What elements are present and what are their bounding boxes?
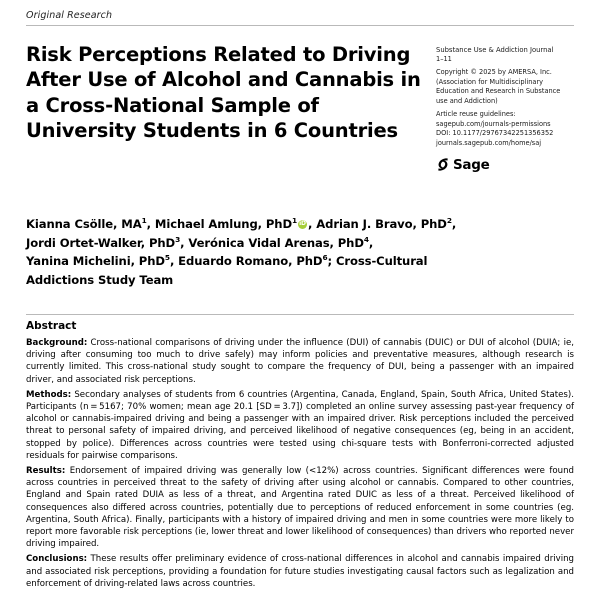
abstract-heading: Abstract — [26, 319, 77, 332]
running-head: Original Research — [26, 10, 113, 21]
author-name-amlung: , Michael Amlung, PhD — [146, 216, 292, 231]
abstract-label-methods: Methods: — [26, 389, 72, 400]
author-name-bravo: , Adrian J. Bravo, PhD — [308, 216, 447, 231]
copyright-notice: Copyright © 2025 by AMERSA, Inc. (Association for Multidisciplinary Education and Research in Substance use and Addiction) — [436, 67, 561, 106]
author-name-csolle: Kianna Csölle, MA — [26, 216, 142, 231]
author-affil-marker: 6 — [322, 253, 328, 263]
publisher-name: Sage — [453, 156, 490, 173]
journal-home-link[interactable]: journals.sagepub.com/home/saj — [436, 139, 542, 148]
doi-text[interactable]: DOI: 10.1177/29767342251356352 — [436, 129, 554, 138]
abstract-label-background: Background: — [26, 337, 88, 348]
abstract-section — [26, 314, 574, 590]
author-affil-marker: 4 — [363, 234, 369, 244]
author-name-michelini: Yanina Michelini, PhD — [26, 254, 165, 269]
title-column — [26, 42, 422, 143]
abstract-text-methods: Secondary analyses of students from 6 countries (Argentina, Canada, England, Spain, South Africa, United States). Participants (n = 5167; 70% women; mean age 20.1 [SD = 3.7]) completed an online survey assessing past-year frequency of alcohol or cannabis-impaired driving and being a passenger with an impaired driver. Risk perceptions included the perceived threat to personal safety of impaired driving, and perceived likelihood of negative consequences (eg, being in an accident, stopped by police). Differences across countries were tested using chi-square tests with Bonferroni-corrected adjusted residuals for pairwise comparisons. — [26, 389, 574, 461]
author-name-romano: , Eduardo Romano, PhD — [169, 254, 323, 269]
abstract-text-results: Endorsement of impaired driving was generally low (<12%) across countries. Significant differences were found across countries in perceived threat to the safety of driving after using alcohol or cannabis. Compared to other countries, England and Spain rated DUIA as less of a threat, and Argentina rated DUIC as less of a threat. Perceived likelihood of consequences also differed across countries, potentially due to perceptions of reduced enforcement in some countries (eg. Argentina, South Africa). Finally, participants with a history of impaired driving and men in some countries were more likely to report more favorable risk perceptions (ie, lower threat and lower likelihood of consequences) than drivers who reported never driving impaired. — [26, 465, 574, 550]
author-line-4: Addictions Study Team — [26, 273, 174, 288]
author-affil-marker: 1 — [141, 215, 147, 225]
author-name-ortet-walker: Jordi Ortet-Walker, PhD — [26, 235, 176, 250]
author-separator: , — [451, 216, 457, 231]
abstract-rule — [26, 314, 574, 315]
author-affil-marker: 2 — [446, 215, 452, 225]
journal-name: Substance Use & Addiction Journal — [436, 46, 554, 54]
page-title: Risk Perceptions Related to Driving After Use of Alcohol and Cannabis in a Cross-National Sample of University Students in 6 Countries — [26, 43, 421, 143]
author-line-2 — [26, 234, 574, 253]
orcid-icon[interactable] — [298, 220, 307, 229]
abstract-text-background: Cross-national comparisons of driving under the influence (DUI) of cannabis (DUIC) or DUI of alcohol (DUIA; ie, driving after consuming too much to drive safely) may inform policies and preventative measures, although research is currently limited. This cross-national study sought to compare the frequency of DUI, being a passenger with an impaired driver, and associated risk perceptions. — [26, 337, 574, 385]
author-affil-marker: 3 — [175, 234, 181, 244]
abstract-label-results: Results: — [26, 465, 66, 476]
author-affil-marker: 1 — [291, 215, 298, 225]
publisher-logo — [436, 157, 574, 173]
title-and-journal-meta — [26, 42, 574, 173]
author-list — [26, 215, 574, 290]
reuse-guidelines-label: Article reuse guidelines: — [436, 109, 516, 118]
journal-meta — [436, 45, 574, 149]
author-name-vidal-arenas: , Verónica Vidal Arenas, PhD — [180, 235, 364, 250]
author-group-name: ; Cross-Cultural — [327, 254, 428, 269]
abstract-paragraph-methods — [26, 389, 574, 462]
author-line-1 — [26, 215, 574, 234]
author-line-3 — [26, 252, 574, 271]
journal-issue-info: 1–11 — [436, 55, 452, 64]
abstract-body — [26, 337, 574, 590]
abstract-label-conclusions: Conclusions: — [26, 554, 88, 565]
sage-swirl-icon — [436, 157, 450, 172]
abstract-text-conclusions: These results offer preliminary evidence of cross-national differences in alcohol and cannabis impaired driving and associated risk perceptions, providing a foundation for future studies investigating causal factors such as legalization and enforcement of driving-related laws across countries. — [26, 554, 574, 589]
author-affil-marker: 5 — [164, 253, 170, 263]
journal-meta-column — [436, 42, 574, 173]
reuse-guidelines-link[interactable]: sagepub.com/journals-permissions — [436, 119, 551, 128]
abstract-paragraph-background — [26, 337, 574, 386]
running-head-rule — [26, 25, 574, 26]
author-separator: , — [368, 235, 374, 250]
abstract-paragraph-results — [26, 465, 574, 550]
